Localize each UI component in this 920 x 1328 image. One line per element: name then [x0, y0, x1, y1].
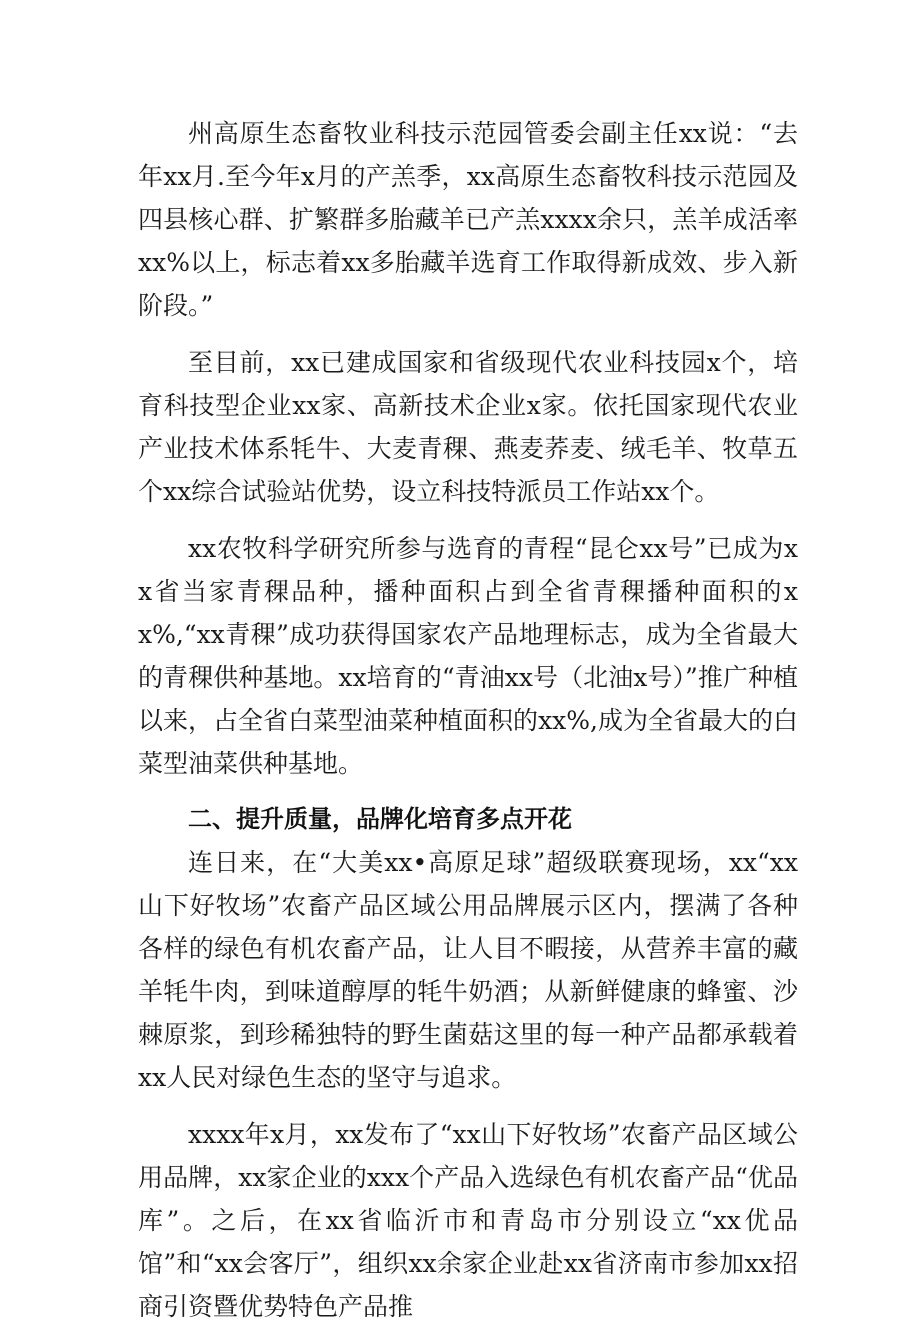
paragraph-4: 连日来，在“大美xx•高原足球”超级联赛现场，xx“xx山下好牧场”农畜产品区域公用品牌展示区内，摆满了各种各样的绿色有机农畜产品，让人目不暇接，从营养丰富的藏羊牦牛肉，到味道醇厚的牦牛奶酒；从新鲜健康的蜂蜜、沙棘原浆，到珍稀独特的野生菌菇这里的每一种产品都承载着xx人民对绿色生态的坚守与追求。: [138, 848, 798, 1092]
paragraph-2: 至目前，xx已建成国家和省级现代农业科技园x个，培育科技型企业xx家、高新技术企业x家。依托国家现代农业产业技术体系牦牛、大麦青稞、燕麦荞麦、绒毛羊、牧草五个xx综合试验站优势，设立科技特派员工作站xx个。: [138, 348, 798, 506]
section-heading: 二、提升质量，品牌化培育多点开花: [188, 805, 572, 833]
paragraph-1: 州高原生态畜牧业科技示范园管委会副主任xx说：“去年xx月.至今年x月的产羔季，xx高原生态畜牧科技示范园及四县核心群、扩繁群多胎藏羊已产羔xxxx余只，羔羊成活率xx%以上，标志着xx多胎藏羊选育工作取得新成效、步入新阶段。”: [138, 119, 798, 320]
paragraph-5: xxxx年x月，xx发布了“xx山下好牧场”农畜产品区域公用品牌，xx家企业的xxx个产品入选绿色有机农畜产品“优品库”。之后，在xx省临沂市和青岛市分别设立“xx优品馆”和“xx会客厅”，组织xx余家企业赴xx省济南市参加xx招商引资暨优势特色产品推: [138, 1120, 798, 1321]
document-body: [138, 112, 798, 1328]
paragraph-3: xx农牧科学研究所参与选育的青程“昆仑xx号”已成为xx省当家青稞品种，播种面积占到全省青稞播种面积的xx%,“xx青稞”成功获得国家农产品地理标志，成为全省最大的青稞供种基地。xx培育的“青油xx号（北油x号）”推广种植以来，占全省白菜型油菜种植面积的xx%,成为全省最大的白菜型油菜供种基地。: [138, 534, 798, 778]
